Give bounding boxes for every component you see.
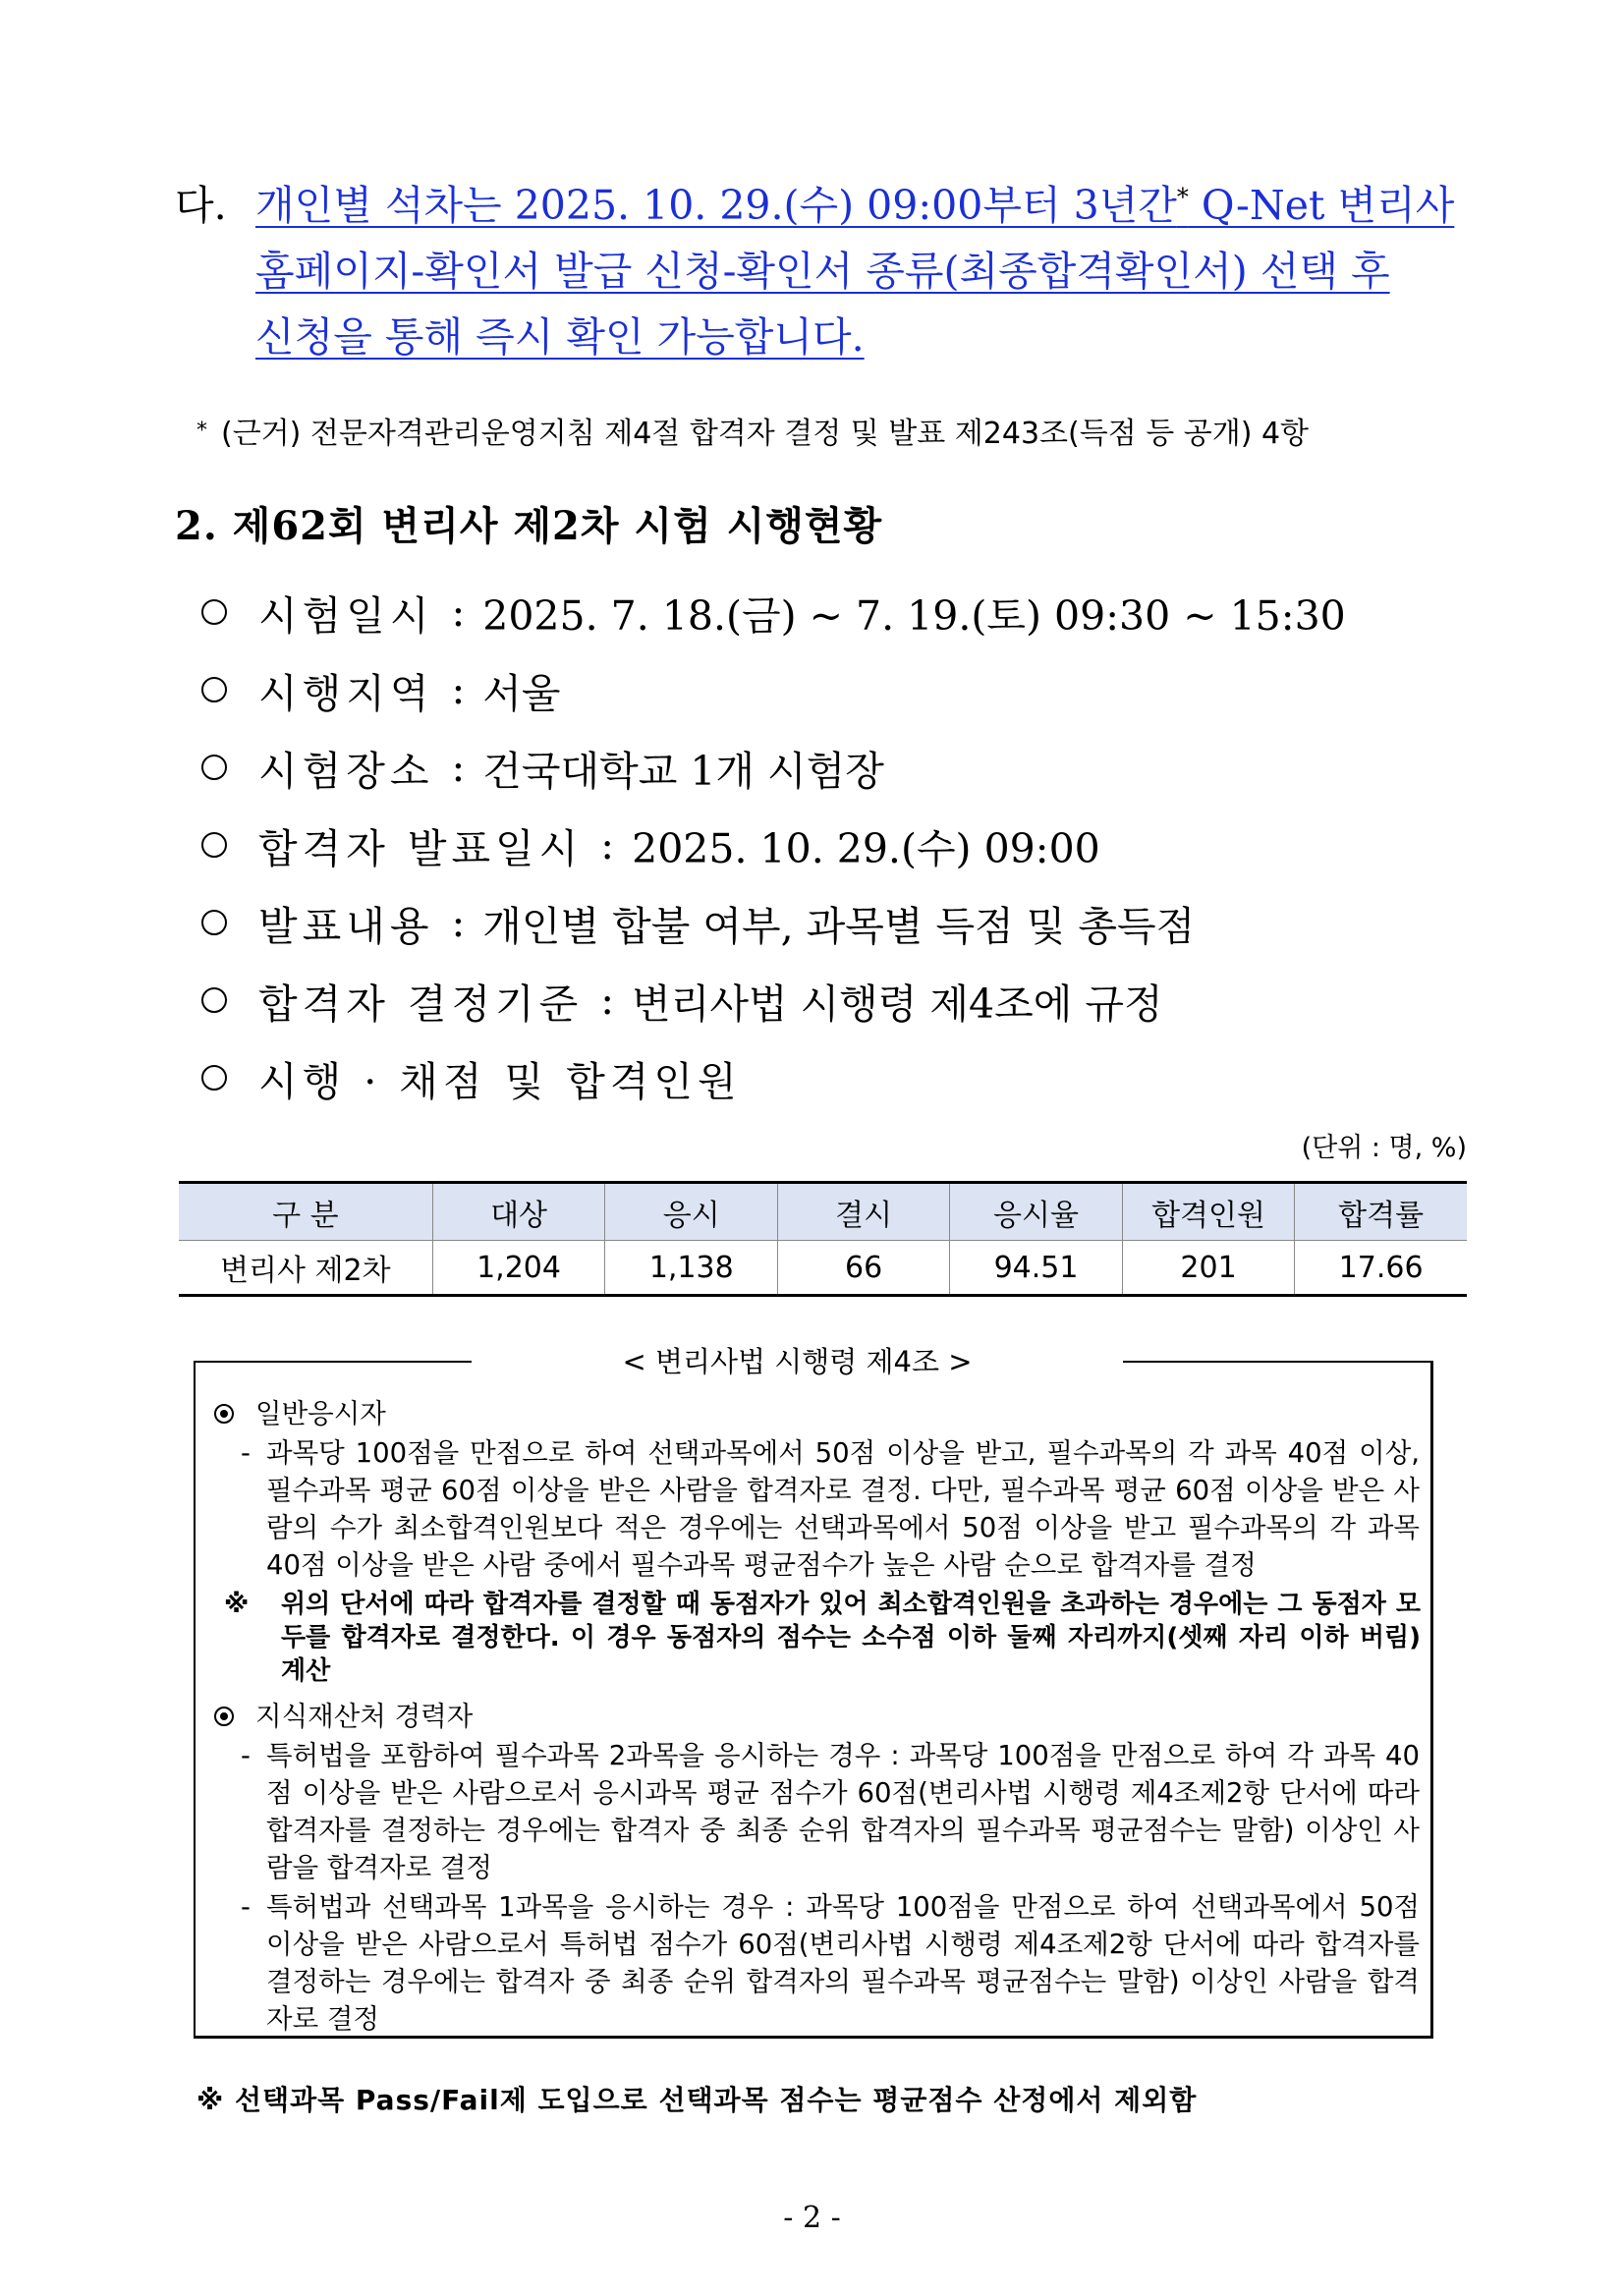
general-applicant-rule bbox=[241, 1434, 1420, 1584]
bullet-venue bbox=[201, 738, 884, 797]
target-dot-icon bbox=[214, 1404, 234, 1424]
table-cell: 94.51 bbox=[950, 1241, 1123, 1296]
table-cell: 201 bbox=[1122, 1241, 1294, 1296]
rule-text: 특허법과 선택과목 1과목을 응시하는 경우 : 과목당 100점을 만점으로 하여 선택과목에서 50점 이상을 받은 사람으로서 특허법 점수가 60점(변리사법 시행령 제4조제2항 단서에 따라 합격자를 결정하는 경우에는 합격자 중 최종 순위 합격자의 필수과목 평균점수는 말함) 이상인 사람을 합격자로 결정 bbox=[266, 1891, 1420, 2035]
bullet-announcement-content bbox=[201, 893, 1195, 952]
bullet-colon: : bbox=[451, 666, 466, 713]
paragraph-line-1: 개인별 석차는 2025. 10. 29.(수) 09:00부터 3년간 bbox=[255, 182, 1177, 229]
footnote-mark: * bbox=[1176, 183, 1189, 211]
bullet-circle-icon bbox=[201, 987, 227, 1013]
paragraph-line-2: 홈페이지-확인서 발급 신청-확인서 종류(최종합격확인서) 선택 후 bbox=[255, 248, 1390, 295]
table-header: 합격인원 bbox=[1122, 1183, 1294, 1241]
bullet-colon: : bbox=[600, 821, 615, 868]
bullet-stats bbox=[201, 1048, 742, 1107]
footnote-star: * bbox=[196, 419, 207, 443]
bullet-circle-icon bbox=[201, 910, 227, 935]
target-dot-icon bbox=[214, 1707, 234, 1726]
paragraph-line-1b: Q-Net 변리사 bbox=[1188, 182, 1455, 229]
table-header-row bbox=[179, 1183, 1467, 1241]
table-header: 구 분 bbox=[179, 1183, 432, 1241]
bullet-announcement-date bbox=[201, 815, 1100, 874]
paragraph-body bbox=[255, 173, 1485, 370]
dash-marker: - bbox=[241, 1740, 251, 1771]
dash-marker: - bbox=[241, 1891, 251, 1923]
table-header: 응시율 bbox=[950, 1183, 1123, 1241]
bottom-note: ※ 선택과목 Pass/Fail제 도입으로 선택과목 점수는 평균점수 산정에서 제외함 bbox=[196, 2084, 1198, 2116]
bullet-circle-icon bbox=[201, 755, 227, 780]
box-title: < 변리사법 시행령 제4조 > bbox=[622, 1345, 973, 1378]
bullet-circle-icon bbox=[201, 677, 227, 702]
table-cell: 변리사 제2차 bbox=[179, 1241, 432, 1296]
note-mark: ※ bbox=[224, 1590, 250, 1619]
rule-text: 과목당 100점을 만점으로 하여 선택과목에서 50점 이상을 받고, 필수과목의 각 과목 40점 이상, 필수과목 평균 60점 이상을 받은 사람을 합격자로 결정. 다만, 필수과목 평균 60점 이상을 받은 사람의 수가 최소합격인원보다 적은 경우에는 선택과목에서 50점 이상을 받고 필수과목의 각 과목 40점 이상을 받은 사람 중에서 필수과목 평균점수가 높은 사람 순으로 합격자를 결정 bbox=[266, 1437, 1420, 1581]
table-cell: 66 bbox=[778, 1241, 950, 1296]
bullet-label: 발표내용 bbox=[258, 902, 434, 950]
bullet-value: 개인별 합불 여부, 과목별 득점 및 총득점 bbox=[482, 902, 1196, 950]
heading-label: 지식재산처 경력자 bbox=[255, 1701, 474, 1732]
bullet-label: 시행 · 채점 및 합격인원 bbox=[258, 1057, 742, 1105]
bullet-colon: : bbox=[451, 588, 466, 636]
bullet-value: 2025. 7. 18.(금) ~ 7. 19.(토) 09:30 ~ 15:30 bbox=[482, 591, 1346, 640]
table-header: 결시 bbox=[778, 1183, 950, 1241]
bullet-pass-criteria bbox=[201, 971, 1163, 1030]
bullet-exam-date bbox=[201, 583, 1346, 642]
bullet-label: 시험장소 bbox=[258, 747, 434, 795]
bullet-label: 시행지역 bbox=[258, 669, 434, 717]
table-cell: 1,204 bbox=[432, 1241, 605, 1296]
table-row bbox=[179, 1241, 1467, 1296]
table-cell: 1,138 bbox=[605, 1241, 778, 1296]
table-cell: 17.66 bbox=[1295, 1241, 1467, 1296]
bullet-value: 변리사법 시행령 제4조에 규정 bbox=[632, 980, 1163, 1028]
stats-table bbox=[179, 1181, 1467, 1297]
bullet-label: 시험일시 bbox=[258, 591, 434, 640]
box-top-border-left bbox=[194, 1361, 472, 1363]
rule-text: 특허법을 포함하여 필수과목 2과목을 응시하는 경우 : 과목당 100점을 만점으로 하여 각 과목 40점 이상을 받은 사람으로서 응시과목 평균 점수가 60점(변리사법 시행령 제4조제2항 단서에 따라 합격자를 결정하는 경우에는 합격자 중 최종 순위 합격자의 필수과목 평균점수는 말함) 이상인 사람을 합격자로 결정 bbox=[266, 1740, 1420, 1883]
bullet-circle-icon bbox=[201, 832, 227, 858]
heading-label: 일반응시자 bbox=[255, 1398, 386, 1429]
bullet-value: 2025. 10. 29.(수) 09:00 bbox=[632, 824, 1100, 872]
ip-career-rule-2 bbox=[241, 1888, 1420, 2038]
table-header: 대상 bbox=[432, 1183, 605, 1241]
bullet-label: 합격자 결정기준 bbox=[258, 980, 584, 1028]
bullet-value: 건국대학교 1개 시험장 bbox=[482, 747, 884, 795]
box-top-border-right bbox=[1123, 1361, 1433, 1363]
footnote bbox=[196, 409, 1474, 452]
table-header: 합격률 bbox=[1295, 1183, 1467, 1241]
ip-career-rule-1 bbox=[241, 1737, 1420, 1886]
bullet-label: 합격자 발표일시 bbox=[258, 824, 584, 872]
footnote-text: (근거) 전문자격관리운영지침 제4절 합격자 결정 및 발표 제243조(득점 등 공개) 4항 bbox=[221, 417, 1310, 451]
bullet-colon: : bbox=[600, 977, 615, 1024]
section-title: 2. 제62회 변리사 제2차 시험 시행현황 bbox=[175, 503, 883, 549]
ip-career-heading bbox=[214, 1698, 473, 1735]
paragraph-line-3: 신청을 통해 즉시 확인 가능합니다. bbox=[255, 313, 865, 361]
dash-marker: - bbox=[241, 1437, 251, 1469]
bullet-value: 서울 bbox=[482, 669, 561, 717]
bullet-circle-icon bbox=[201, 599, 227, 625]
unit-label: (단위 : 명, %) bbox=[1301, 1133, 1467, 1163]
table-header: 응시 bbox=[605, 1183, 778, 1241]
bullet-colon: : bbox=[451, 744, 466, 791]
page-number: - 2 - bbox=[783, 2201, 841, 2235]
note-text: 위의 단서에 따라 합격자를 결정할 때 동점자가 있어 최소합격인원을 초과하는 경우에는 그 동점자 모두를 합격자로 결정한다. 이 경우 동점자의 점수는 소수점 이하 둘째 자리까지(셋째 자리 이하 버림) 계산 bbox=[281, 1590, 1421, 1686]
general-applicant-heading bbox=[214, 1395, 386, 1432]
bullet-colon: : bbox=[451, 899, 466, 946]
bullet-circle-icon bbox=[201, 1065, 227, 1091]
paragraph-marker: 다. bbox=[175, 182, 227, 229]
bullet-region bbox=[201, 660, 560, 719]
